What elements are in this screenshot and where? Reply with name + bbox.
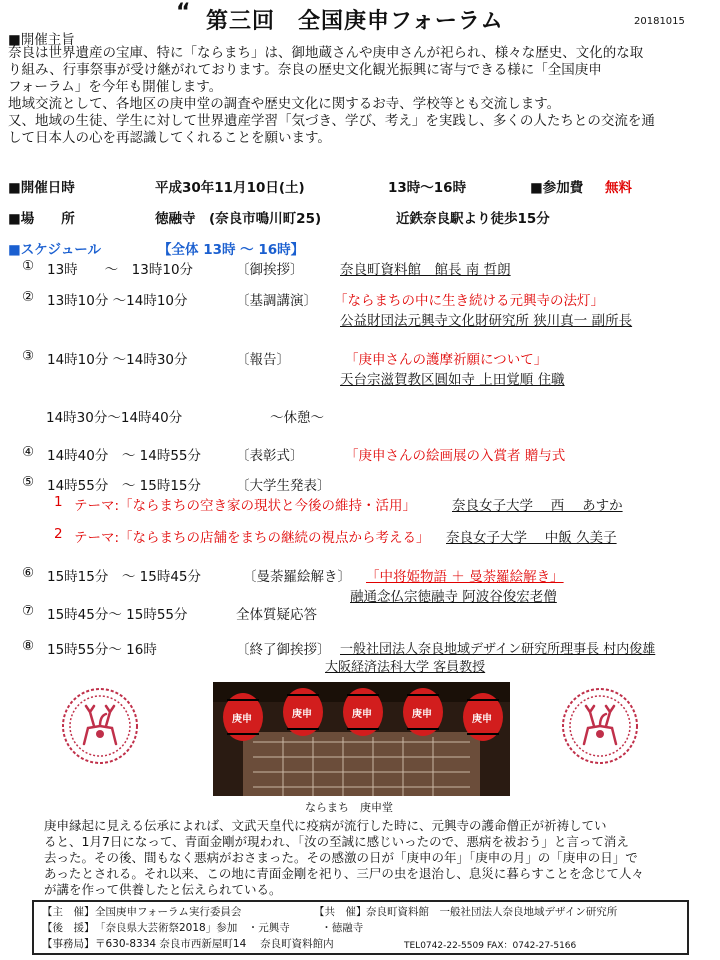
item-type: 全体質疑応答 bbox=[236, 607, 317, 623]
date-stamp: 20181015 bbox=[634, 16, 685, 27]
purpose-line: 地域交流として、各地区の庚申堂の調査や歴史文化に関するお寺、学校等とも交流します。 bbox=[8, 96, 561, 112]
item-num: ③ bbox=[22, 348, 35, 364]
purpose-line: 又、地域の生徒、学生に対して世界遺産学習「気づき、学び、考え」を実践し、多くの人たちとの交流を通 bbox=[8, 113, 655, 129]
item-person: 奈良町資料館 館長 南 哲朗 bbox=[340, 262, 511, 278]
student-person: 奈良女子大学 西 あすか bbox=[452, 498, 623, 514]
lantern-text: 庚申 bbox=[412, 709, 432, 720]
legend-line: 去った。その後、間もなく悪病がおさまった。その感激の日が「庚申の年」「庚申の月」の「庚申の日」で bbox=[44, 850, 638, 865]
student-num: 2 bbox=[54, 526, 63, 542]
host-label: 【主 催】 bbox=[42, 906, 95, 918]
support-value: 「奈良県大芸術祭2018」参加 ・元興寺 ・徳融寺 bbox=[95, 922, 364, 934]
item-type: 〔御挨拶〕 bbox=[236, 262, 304, 278]
quote-mark: “ bbox=[176, 0, 191, 25]
student-theme: テーマ:「ならまちの店舗をまちの継続の視点から考える」 bbox=[74, 530, 430, 546]
tel-fax: TEL0742-22-5509 FAX：0742-27-5166 bbox=[404, 941, 577, 951]
item-time: 13時 ～ 13時10分 bbox=[47, 262, 194, 278]
deer-seal-icon bbox=[560, 686, 640, 766]
item-type: 〔基調講演〕 bbox=[236, 293, 317, 309]
item-time: 15時55分～ 16時 bbox=[47, 642, 157, 658]
page-title: 第三回 全国庚申フォーラム bbox=[206, 9, 504, 34]
place-value: 徳融寺 (奈良市鳴川町25) bbox=[155, 211, 322, 227]
item-type: 〔報告〕 bbox=[236, 352, 290, 368]
deer-seal-icon bbox=[60, 686, 140, 766]
item-time: 15時45分～ 15時55分 bbox=[47, 607, 188, 623]
item-num: ⑦ bbox=[22, 603, 35, 619]
item-type: 〔終了御挨拶〕 bbox=[236, 642, 331, 658]
office-value: 〒630-8334 奈良市西新屋町14 奈良町資料館内 bbox=[95, 938, 334, 950]
item-title: 「ならまちの中に生き続ける元興寺の法灯」 bbox=[334, 293, 604, 309]
date-label: ■開催日時 bbox=[8, 180, 75, 196]
access-value: 近鉄奈良駅より徒歩15分 bbox=[396, 211, 550, 227]
time-value: 13時～16時 bbox=[388, 180, 467, 196]
lantern-text: 庚申 bbox=[472, 714, 492, 725]
legend-line: あったとされる。それ以来、この地に青面金剛を祀り、三尸の虫を退治し、息災に暮らすことを念じて人々 bbox=[44, 866, 644, 881]
item-time: 14時10分 ～14時30分 bbox=[47, 352, 188, 368]
legend-line: が講を作って供養したと伝えられている。 bbox=[44, 882, 282, 897]
support-label: 【後 援】 bbox=[42, 922, 95, 934]
date-value: 平成30年11月10日(土) bbox=[155, 180, 305, 196]
item-type: 〔曼荼羅絵解き〕 bbox=[243, 569, 351, 585]
item-title: 「庚申さんの護摩祈願について」 bbox=[345, 352, 548, 368]
item-time: 14時55分 ～ 15時15分 bbox=[47, 478, 202, 494]
purpose-line: 奈良は世界遺産の宝庫、特に「ならまち」は、御地蔵さんや庚申さんが祀られ、様々な歴史、文化的な取 bbox=[8, 45, 644, 61]
item-person: 融通念仏宗徳融寺 阿波谷俊宏老僧 bbox=[350, 589, 557, 605]
student-num: 1 bbox=[54, 494, 63, 510]
item-person: 公益財団法元興寺文化財研究所 狭川真一 副所長 bbox=[340, 313, 633, 329]
item-time: 13時10分 ～14時10分 bbox=[47, 293, 188, 309]
cohost-label: 【共 催】 bbox=[314, 906, 367, 918]
break-label: ～休憩～ bbox=[270, 410, 324, 426]
purpose-line: して日本人の心を再認識してくれることを願います。 bbox=[8, 130, 331, 146]
legend-line: 庚申縁起に見える伝承によれば、文武天皇代に疫病が流行した時に、元興寺の護命僧正が祈祷してい bbox=[44, 818, 607, 833]
purpose-text bbox=[8, 45, 712, 147]
item-title: 「庚申さんの絵画展の入賞者 贈与式 bbox=[345, 448, 566, 464]
item-type: 〔大学生発表〕 bbox=[236, 478, 331, 494]
office-label: 【事務局】 bbox=[42, 938, 95, 950]
item-person: 天台宗滋賀教区圓如寺 上田覚順 住職 bbox=[340, 372, 565, 388]
item-num: ⑤ bbox=[22, 474, 35, 490]
item-person: 一般社団法人奈良地域デザイン研究所理事長 村内俊雄 bbox=[340, 642, 656, 657]
item-title: 「中将姫物語 ＋ 曼荼羅絵解き」 bbox=[366, 569, 564, 585]
student-theme: テーマ:「ならまちの空き家の現状と今後の維持・活用」 bbox=[74, 498, 417, 514]
photo-caption: ならまち 庚申堂 bbox=[305, 801, 393, 814]
fee-value: 無料 bbox=[605, 180, 632, 196]
item-time: 15時15分 ～ 15時45分 bbox=[47, 569, 202, 585]
purpose-line: フォーラム」を今年も開催します。 bbox=[8, 79, 223, 95]
item-num: ⑥ bbox=[22, 565, 35, 581]
fee-label: ■参加費 bbox=[530, 180, 584, 196]
item-time: 14時40分 ～ 14時55分 bbox=[47, 448, 202, 464]
purpose-heading: ■開催主旨 bbox=[8, 32, 75, 48]
cohost-value: 奈良町資料館 一般社団法人奈良地域デザイン研究所 bbox=[366, 906, 618, 918]
item-num: ⑧ bbox=[22, 638, 35, 654]
student-person: 奈良女子大学 中飯 久美子 bbox=[446, 530, 617, 546]
item-num: ④ bbox=[22, 444, 35, 460]
item-num: ① bbox=[22, 258, 35, 274]
place-label: ■場 所 bbox=[8, 211, 75, 227]
koshindo-photo bbox=[213, 682, 510, 796]
item-num: ② bbox=[22, 289, 35, 305]
schedule-overall: 【全体 13時 ～ 16時】 bbox=[158, 242, 305, 258]
legend-text bbox=[44, 818, 644, 898]
legend-line: ると、1月7日になって、青面金剛が現われ、「汝の至誠に感じいったので、悪病を祓おう」と言って消え bbox=[44, 834, 629, 849]
break-time: 14時30分～14時40分 bbox=[46, 410, 183, 426]
lantern-text: 庚申 bbox=[292, 709, 312, 720]
item-person-line2: 大阪経済法科大学 客員教授 bbox=[325, 660, 486, 675]
schedule-heading: ■スケジュール bbox=[8, 242, 101, 258]
lantern-text: 庚申 bbox=[352, 709, 372, 720]
item-type: 〔表彰式〕 bbox=[236, 448, 304, 464]
lantern-text: 庚申 bbox=[232, 714, 252, 725]
purpose-line: り組み、行事祭事が受け継がれております。奈良の歴史文化観光振興に寄与できる様に「全国庚申 bbox=[8, 62, 602, 78]
host-value: 全国庚申フォーラム実行委員会 bbox=[95, 906, 242, 918]
